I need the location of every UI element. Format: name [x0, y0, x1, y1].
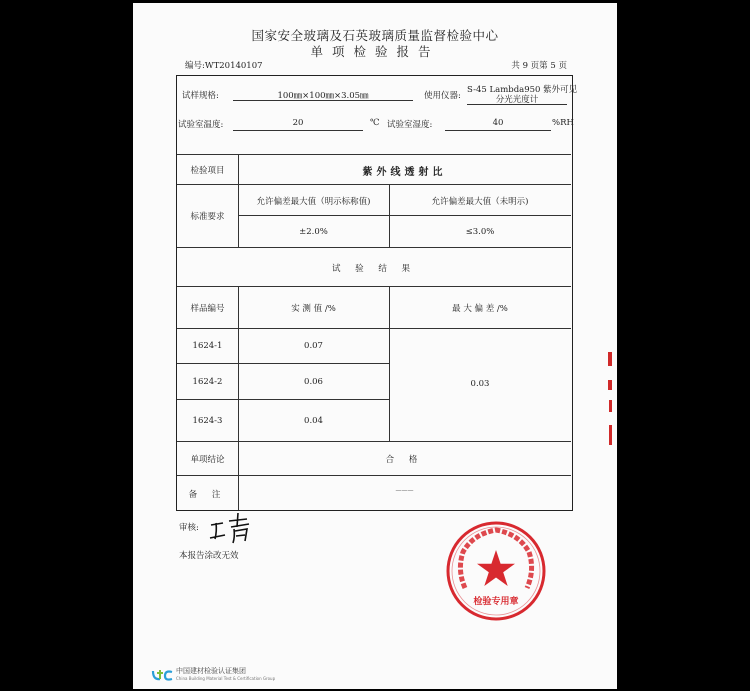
report-table [176, 75, 578, 511]
table-row-measured: 0.06 [304, 377, 323, 387]
invalid-note: 本报告涂改无效 [179, 551, 239, 561]
col-unlabeled-header: 允许偏差最大值（未明示) [431, 197, 529, 207]
col-measured: 实 测 值 /% [291, 304, 336, 314]
table-row-sample-id: 1624-2 [192, 377, 223, 387]
max-deviation-value: 0.03 [470, 379, 490, 389]
table-row-sample-id: 1624-3 [192, 416, 223, 426]
temp-label: 试验室温度: [178, 120, 224, 130]
tolerance-labeled: ±2.0% [299, 227, 328, 237]
ctc-logo-icon [151, 668, 175, 682]
red-edge-mark [609, 425, 612, 445]
report-page [133, 3, 617, 689]
official-seal-image [445, 520, 547, 622]
inspection-item-value: 紫外线透射比 [362, 167, 447, 178]
red-edge-mark [608, 352, 612, 366]
col-max-deviation: 最 大 偏 差 /% [452, 304, 508, 314]
page-info: 共 9 页第 5 页 [511, 61, 567, 71]
humidity-label: 试验室湿度: [387, 120, 433, 130]
logo-text-cn: 中国建材检验认证集团 [176, 667, 246, 675]
seal-bottom-text: 检验专用章 [473, 597, 519, 607]
standard-label: 标准要求 [190, 212, 225, 222]
col-sample-id: 样品编号 [190, 304, 225, 314]
humidity-unit: %RH [552, 118, 574, 128]
sample-spec-value: 100㎜×100㎜×3.05㎜ [277, 91, 369, 101]
instrument-label: 使用仪器: [424, 91, 461, 101]
signature-image [207, 511, 267, 545]
conclusion-value: 合 格 [385, 455, 424, 465]
table-row-measured: 0.07 [304, 341, 323, 351]
report-title: 单项检验报告 [310, 44, 440, 59]
temp-unit: ℃ [370, 118, 380, 128]
results-title: 试 验 结 果 [331, 264, 417, 274]
reviewer-label: 审核: [179, 523, 199, 533]
center-title: 国家安全玻璃及石英玻璃质量监督检验中心 [251, 28, 499, 43]
table-row-sample-id: 1624-1 [192, 341, 223, 351]
instrument-value-1: S-45 Lambda950 紫外可见 [467, 85, 578, 95]
inspection-item-label: 检验项目 [190, 166, 225, 176]
remark-label: 备 注 [188, 490, 227, 500]
tolerance-unlabeled: ≤3.0% [465, 227, 495, 237]
red-edge-mark [609, 400, 612, 412]
report-number: 编号:WT20140107 [185, 61, 263, 71]
conclusion-label: 单项结论 [190, 455, 225, 465]
table-row-measured: 0.04 [304, 416, 323, 426]
temp-value: 20 [292, 118, 304, 128]
logo-text-en: China Building Material Test & Certification Group [176, 676, 276, 681]
sample-spec-label: 试样规格: [182, 91, 219, 101]
instrument-value-2: 分光光度计 [495, 95, 539, 105]
red-edge-mark [608, 380, 612, 390]
col-labeled-header: 允许偏差最大值（明示标称值) [256, 197, 371, 207]
remark-value: ——— [395, 487, 414, 494]
humidity-value: 40 [492, 118, 504, 128]
